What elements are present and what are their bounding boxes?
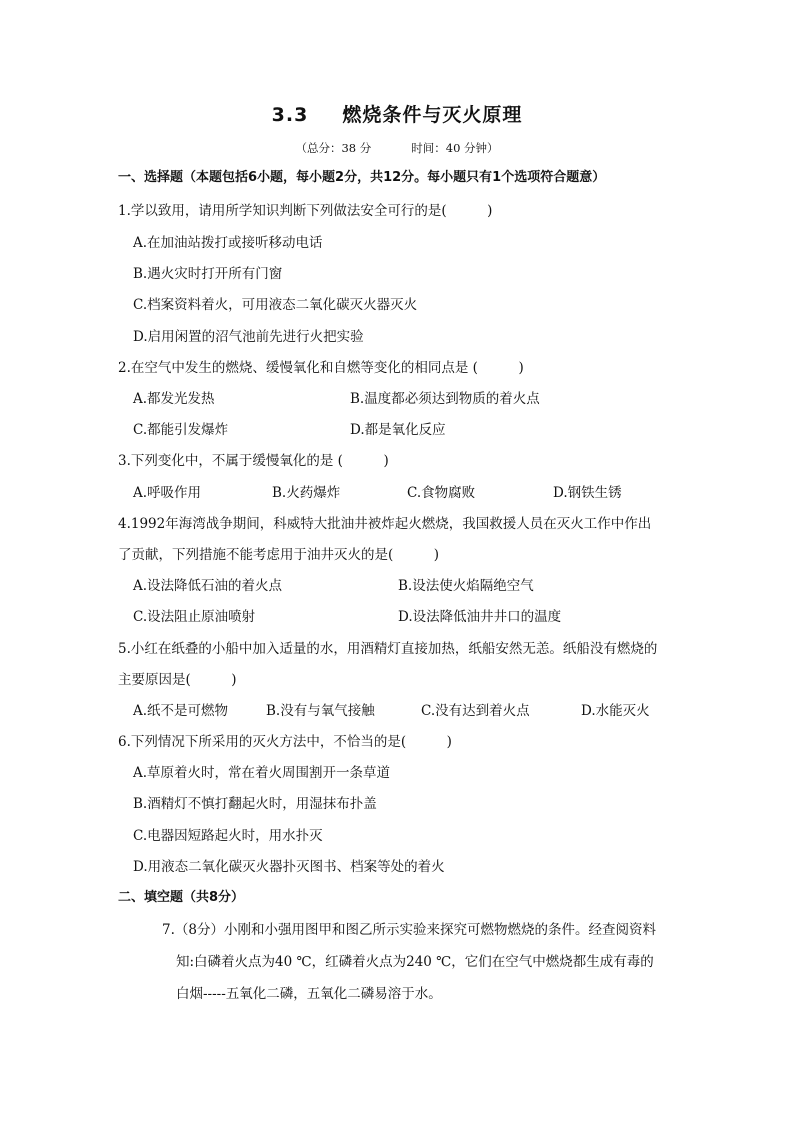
q6-option-b: B.酒精灯不慎打翻起火时，用湿抹布扑盖 <box>133 796 377 812</box>
q2-option-c: C.都能引发爆炸 <box>133 422 229 438</box>
title-text: 燃烧条件与灭火原理 <box>342 104 523 126</box>
q4-option-a: A.设法降低石油的着火点 <box>133 578 283 594</box>
q3-option-a: A.呼吸作用 <box>133 485 202 501</box>
q3-option-c: C.食物腐败 <box>407 485 476 501</box>
q7-line1: 7.（8分）小刚和小强用图甲和图乙所示实验来探究可燃物燃烧的条件。经查阅资料 <box>162 922 656 938</box>
q5-stem-line1: 5.小红在纸叠的小船中加入适量的水，用酒精灯直接加热，纸船安然无恙。纸船没有燃烧的 <box>118 641 658 657</box>
q1-option-b: B.遇火灾时打开所有门窗 <box>133 266 283 282</box>
q5-option-d: D.水能灭火 <box>581 703 650 719</box>
q5-option-c: C.没有达到着火点 <box>421 703 530 719</box>
section-1-header: 一、选择题（本题包括6小题，每小题2分，共12分。每小题只有1个选项符合题意） <box>118 170 606 185</box>
q2-option-b: B.温度都必须达到物质的着火点 <box>350 391 540 407</box>
q1-option-d: D.启用闲置的沼气池前先进行火把实验 <box>133 329 364 345</box>
section-2-header: 二、填空题（共8分） <box>118 890 245 905</box>
q5-option-b: B.没有与氧气接触 <box>266 703 375 719</box>
q3-option-d: D.钢铁生锈 <box>553 485 622 501</box>
q4-option-b: B.设法使火焰隔绝空气 <box>398 578 534 594</box>
exam-meta <box>0 140 794 156</box>
q1-option-a: A.在加油站拨打或接听移动电话 <box>133 235 323 251</box>
total-score: （总分：38 分 <box>295 141 372 155</box>
q2-option-d: D.都是氧化反应 <box>350 422 446 438</box>
q7-line3: 白烟-----五氧化二磷，五氧化二磷易溶于水。 <box>176 986 442 1002</box>
q7-line2: 知:白磷着火点为40 ℃，红磷着火点为240 ℃，它们在空气中燃烧都生成有毒的 <box>176 954 654 970</box>
q4-option-d: D.设法降低油井井口的温度 <box>398 609 562 625</box>
q6-option-d: D.用液态二氧化碳灭火器扑灭图书、档案等处的着火 <box>133 859 445 875</box>
q2-stem: 2.在空气中发生的燃烧、缓慢氧化和自燃等变化的相同点是 ( ) <box>118 360 524 376</box>
q1-stem: 1.学以致用，请用所学知识判断下列做法安全可行的是( ) <box>118 203 493 219</box>
time-limit: 时间：40 分钟） <box>411 141 499 155</box>
q1-option-c: C.档案资料着火，可用液态二氧化碳灭火器灭火 <box>133 297 418 313</box>
page-title <box>0 100 794 127</box>
q3-stem: 3.下列变化中，不属于缓慢氧化的是 ( ) <box>118 453 389 469</box>
q5-option-a: A.纸不是可燃物 <box>133 703 229 719</box>
q6-stem: 6.下列情况下所采用的灭火方法中，不恰当的是( ) <box>118 734 452 750</box>
q5-stem-line2: 主要原因是( ) <box>118 672 237 688</box>
q3-option-b: B.火药爆炸 <box>272 485 341 501</box>
q6-option-a: A.草原着火时，常在着火周围割开一条草道 <box>133 765 391 781</box>
q4-stem-line2: 了贡献，下列措施不能考虑用于油井灭火的是( ) <box>118 547 440 563</box>
q6-option-c: C.电器因短路起火时，用水扑灭 <box>133 828 323 844</box>
q4-stem-line1: 4.1992年海湾战争期间，科威特大批油井被炸起火燃烧，我国救援人员在灭火工作中作出 <box>118 516 652 532</box>
q4-option-c: C.设法阻止原油喷射 <box>133 609 256 625</box>
title-number: 3.3 <box>271 104 309 126</box>
q2-option-a: A.都发光发热 <box>133 391 215 407</box>
